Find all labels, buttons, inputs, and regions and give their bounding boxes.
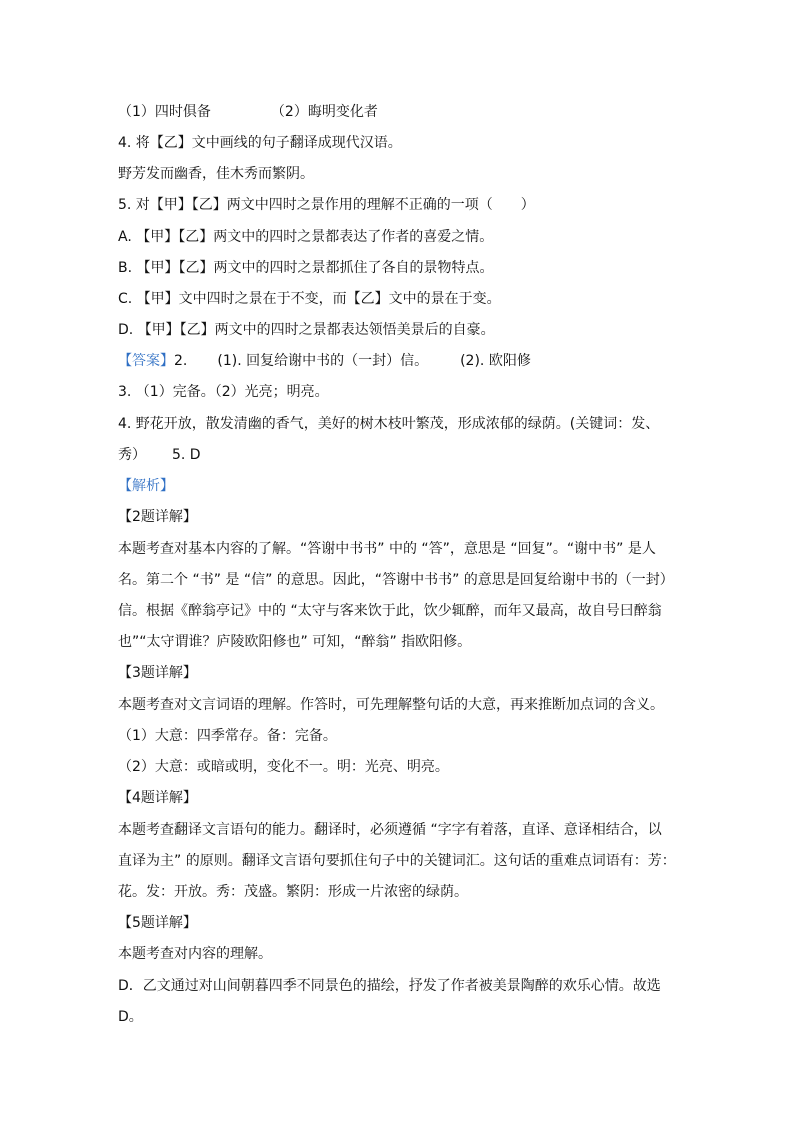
analysis-q2-line-3: 信。根据《醉翁亭记》中的 “太守与客来饮于此，饮少辄醉，而年又最高，故自号曰醉翁 [118,603,662,619]
q3-option-1: （1）四时俱备 [118,104,211,120]
q5-option-c: C. 【甲】文中四时之景在于不变，而【乙】文中的景在于变。 [118,291,501,307]
answer-tag: 【答案】 [118,353,174,369]
answer-q4-line1: 4. 野花开放，散发清幽的香气，美好的树木枝叶繁茂，形成浓郁的绿荫。(关键词：发、 [118,416,660,432]
analysis-q4-line-3: 花。发：开放。秀：茂盛。繁阴：形成一片浓密的绿荫。 [118,884,468,900]
q4-prompt: 4. 将【乙】文中画线的句子翻译成现代汉语。 [118,135,402,151]
analysis-q4-line-2: 直译为主” 的原则。翻译文言语句要抓住句子中的关键词汇。这句话的重难点词语有：芳： [118,853,676,869]
q5-prompt: 5. 对【甲】【乙】两文中四时之景作用的理解不正确的一项（ ） [118,197,535,213]
answer-q5: 5. D [172,447,201,463]
analysis-q5-line-3: D。 [118,1009,143,1025]
analysis-q4-line-1: 本题考查翻译文言语句的能力。翻译时，必须遵循 “字字有着落，直译、意译相结合，以 [118,822,662,838]
answer-q2-part1: (1). 回复给谢中书的（一封）信。 [217,353,429,369]
analysis-q2-line-4: 也”“太守谓谁？庐陵欧阳修也” 可知，“醉翁” 指欧阳修。 [118,634,472,650]
analysis-q3-line-1: 本题考查对文言词语的理解。作答时，可先理解整句话的大意，再来推断加点词的含义。 [118,697,664,713]
analysis-q2-line-2: 名。第二个 “书” 是 “信” 的意思。因此，“答谢中书书” 的意思是回复给谢中书的（一封） [118,572,674,588]
analysis-q5-title: 【5题详解】 [118,915,197,931]
answer-q4-line2 [118,446,201,464]
analysis-q3-title: 【3题详解】 [118,665,197,681]
q5-option-d: D. 【甲】【乙】两文中的四时之景都表达领悟美景后的自豪。 [118,322,495,338]
answer-q3: 3. （1）完备。（2）光亮；明亮。 [118,384,329,400]
analysis-q4-title: 【4题详解】 [118,790,197,806]
q5-option-b: B. 【甲】【乙】两文中的四时之景都抓住了各自的景物特点。 [118,260,494,276]
answer-q2-line [118,352,531,370]
analysis-tag: 【解析】 [118,478,174,494]
analysis-q5-line-2: D．乙文通过对山间朝暮四季不同景色的描绘，抒发了作者被美景陶醉的欢乐心情。故选 [118,978,661,994]
answer-q2-part2: (2). 欧阳修 [460,353,531,369]
answer-q2-num: 2. [174,353,188,369]
analysis-q2-title: 【2题详解】 [118,509,197,525]
analysis-q5-line-1: 本题考查对内容的理解。 [118,946,272,962]
q3-options-line [118,103,378,121]
answer-q4-line2-text: 秀） [118,447,146,463]
q5-option-a: A. 【甲】【乙】两文中的四时之景都表达了作者的喜爱之情。 [118,229,494,245]
q4-sentence: 野芳发而幽香，佳木秀而繁阴。 [118,166,314,182]
analysis-q2-line-1: 本题考查对基本内容的了解。“答谢中书书” 中的 “答”，意思是 “回复”。“谢中书” 是人 [118,541,656,557]
analysis-q3-line-3: （2）大意：或暗或明，变化不一。明：光亮、明亮。 [118,759,449,775]
q3-option-2: （2）晦明变化者 [270,104,378,120]
analysis-q3-line-2: （1）大意：四季常存。备：完备。 [118,728,337,744]
